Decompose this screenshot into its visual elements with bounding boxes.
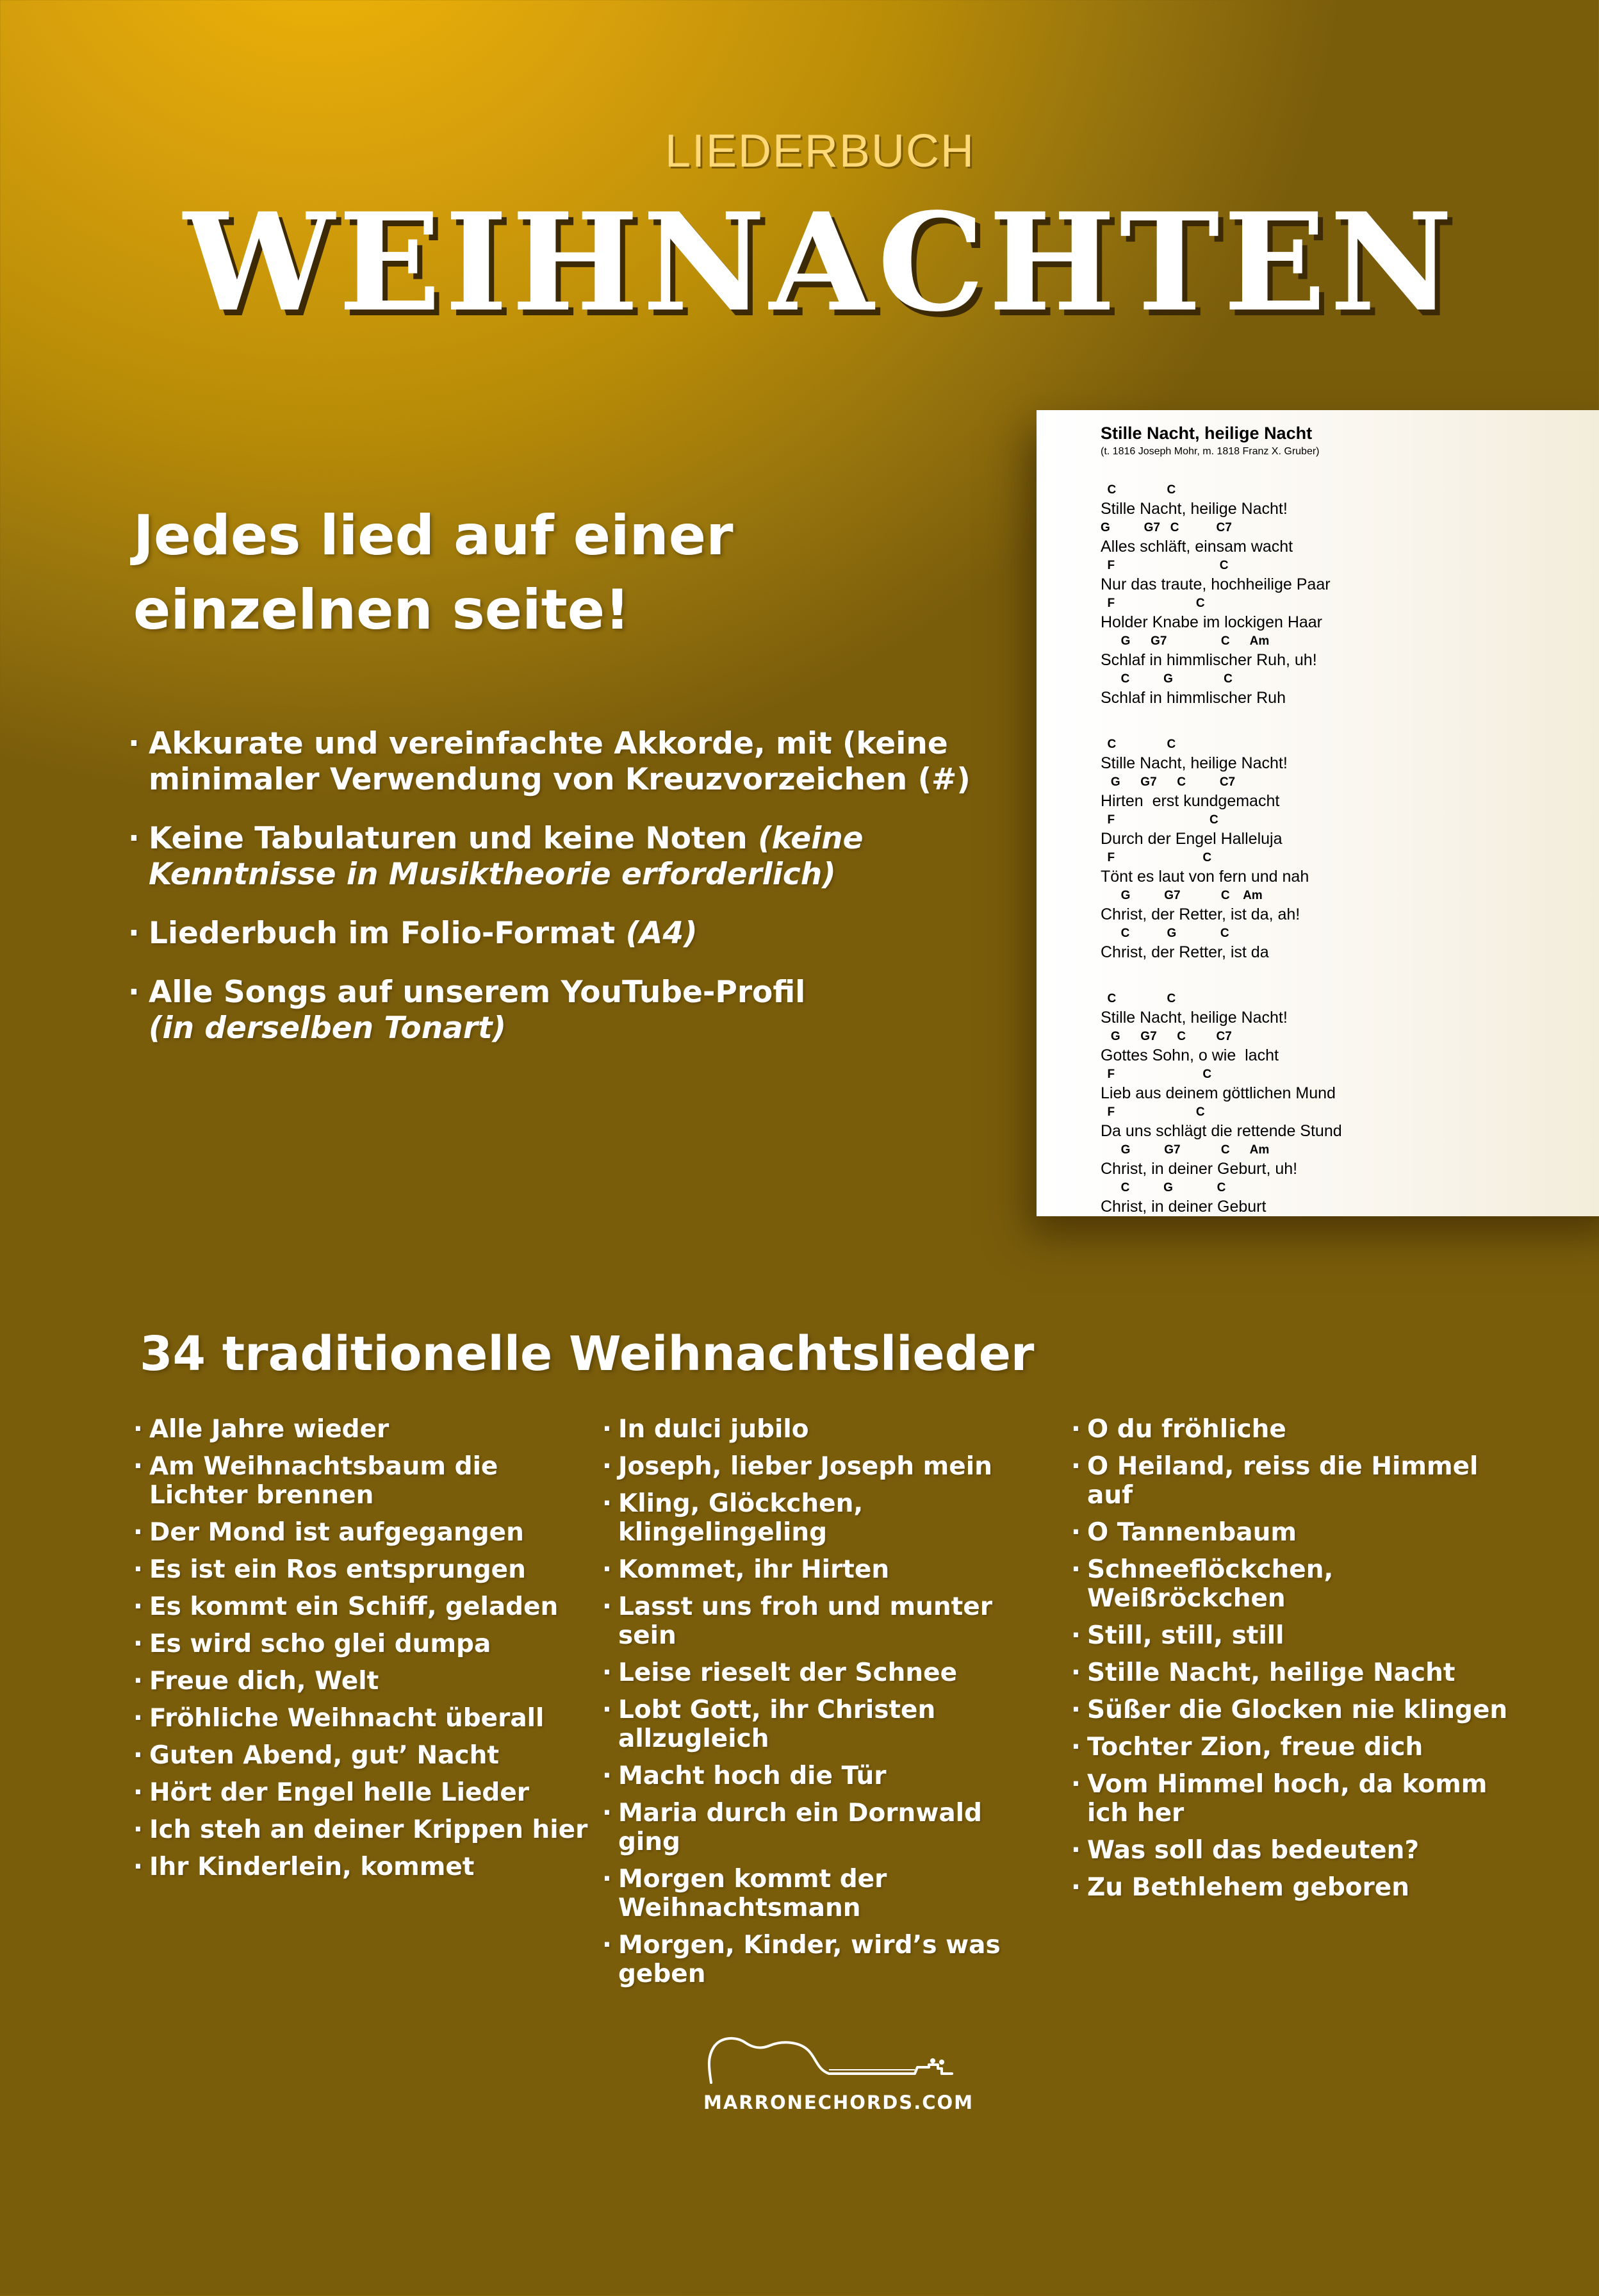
- lyric-line: Nur das traute, hochheilige Paar: [1101, 575, 1331, 593]
- chord-line: G G7 C C7: [1101, 1030, 1232, 1043]
- chord-line: C G C: [1101, 1181, 1226, 1194]
- chord-line: G G7 C Am: [1101, 1143, 1270, 1157]
- chord-line: C G C: [1101, 672, 1233, 686]
- song-list-item: · Joseph, lieber Joseph mein: [602, 1452, 1051, 1481]
- lyric-line: Tönt es laut von fern und nah: [1101, 868, 1309, 886]
- lyric-line: Christ, der Retter, ist da, ah!: [1101, 905, 1300, 923]
- headline: [133, 499, 998, 647]
- lyric-line: Christ, der Retter, ist da: [1101, 943, 1269, 961]
- feature-text: · Alle Songs auf unserem YouTube-Profil: [149, 975, 806, 1010]
- lyric-line: Da uns schlägt die rettende Stund: [1101, 1122, 1342, 1140]
- song-list-item: · Kling, Glöckchen, klingelingeling: [602, 1489, 1051, 1547]
- song-list-item: · Schneeflöckchen, Weißröckchen: [1071, 1555, 1532, 1613]
- sheet-song-credits: (t. 1816 Joseph Mohr, m. 1818 Franz X. Gruber): [1101, 446, 1320, 457]
- song-list-item: · Lobt Gott, ihr Christen allzugleich: [602, 1696, 1051, 1753]
- songs-heading: 34 traditionelle Weihnachtslieder: [140, 1326, 1035, 1382]
- lyric-line: Gottes Sohn, o wie lacht: [1101, 1046, 1279, 1064]
- guitar-outline-icon: [703, 2031, 955, 2090]
- lyric-line: Christ, in deiner Geburt, uh!: [1101, 1160, 1298, 1178]
- feature-item: [128, 916, 993, 952]
- lyric-line: Stille Nacht, heilige Nacht!: [1101, 500, 1288, 518]
- lyric-line: Holder Knabe im lockigen Haar: [1101, 613, 1323, 631]
- chord-line: C C: [1101, 738, 1176, 751]
- song-list-item: · Ich steh an deiner Krippen hier: [133, 1815, 594, 1844]
- sample-song-sheet: [1037, 410, 1599, 1216]
- lyric-line: Alles schläft, einsam wacht: [1101, 538, 1293, 556]
- headline-line-1: Jedes lied auf einer: [133, 504, 734, 568]
- song-list-column-1: [133, 1415, 594, 1890]
- chord-line: G G7 C C7: [1101, 775, 1236, 789]
- song-list-item: · Alle Jahre wieder: [133, 1415, 594, 1444]
- song-list-item: · Es wird scho glei dumpa: [133, 1630, 594, 1658]
- song-list-item: · Guten Abend, gut’ Nacht: [133, 1741, 594, 1770]
- song-list-item: · Fröhliche Weihnacht überall: [133, 1704, 594, 1733]
- feature-list: [128, 726, 993, 1070]
- lyric-line: Stille Nacht, heilige Nacht!: [1101, 754, 1288, 772]
- song-list-item: · Kommet, ihr Hirten: [602, 1555, 1051, 1584]
- chord-line: C C: [1101, 483, 1176, 497]
- song-list-item: · Macht hoch die Tür: [602, 1762, 1051, 1790]
- chord-line: F C: [1101, 559, 1229, 572]
- chord-line: G G7 C Am: [1101, 634, 1270, 648]
- song-list-item: · O Tannenbaum: [1071, 1518, 1532, 1547]
- headline-line-2: einzelnen seite!: [133, 578, 630, 642]
- song-list-item: · Hört der Engel helle Lieder: [133, 1778, 594, 1807]
- song-list-item: · Am Weihnachtsbaum die Lichter brennen: [133, 1452, 594, 1510]
- chord-line: F C: [1101, 597, 1205, 610]
- song-list-item: · Morgen, Kinder, wird’s was geben: [602, 1931, 1051, 1988]
- chord-line: F C: [1101, 1068, 1212, 1081]
- song-list-item: · O Heiland, reiss die Himmel auf: [1071, 1452, 1532, 1510]
- song-list-item: · Freue dich, Welt: [133, 1667, 594, 1696]
- song-list-item: · Still, still, still: [1071, 1621, 1532, 1650]
- song-list-column-2: [602, 1415, 1051, 1997]
- feature-text: minimaler Verwendung von Kreuzvorzeichen (#): [149, 762, 971, 797]
- song-list-item: · Süßer die Glocken nie klingen: [1071, 1696, 1532, 1724]
- feature-note: (A4): [625, 916, 698, 951]
- chord-line: F C: [1101, 1105, 1205, 1119]
- brand-name: MARRONECHORDS.COM: [703, 2092, 974, 2113]
- chord-line: C G C: [1101, 927, 1229, 940]
- feature-text: Liederbuch im Folio-Format: [149, 916, 616, 951]
- feature-text: · Keine Tabulaturen und keine Noten (keine: [149, 821, 864, 856]
- lyric-line: Christ, in deiner Geburt: [1101, 1198, 1267, 1216]
- feature-note: Kenntnisse in Musiktheorie erforderlich): [149, 857, 836, 892]
- verse-gap: [1101, 710, 1599, 738]
- lyric-line: Stille Nacht, heilige Nacht!: [1101, 1009, 1288, 1027]
- song-list-item: · Lasst uns froh und munter sein: [602, 1592, 1051, 1650]
- song-list-column-3: [1071, 1415, 1532, 1910]
- lyric-line: Schlaf in himmlischer Ruh, uh!: [1101, 651, 1317, 669]
- feature-note: (in derselben Tonart): [149, 1011, 507, 1046]
- song-list-item: · Tochter Zion, freue dich: [1071, 1733, 1532, 1762]
- verse-gap: [1101, 964, 1599, 992]
- song-list-item: · Was soll das bedeuten?: [1071, 1836, 1532, 1865]
- song-list-item: · Vom Himmel hoch, da komm ich her: [1071, 1770, 1532, 1828]
- feature-item: [128, 726, 993, 798]
- lyric-line: Hirten erst kundgemacht: [1101, 792, 1280, 810]
- feature-text: · Akkurate und vereinfachte Akkorde, mit (keine: [149, 726, 948, 761]
- song-list-item: · Zu Bethlehem geboren: [1071, 1873, 1532, 1902]
- lyric-line: Durch der Engel Halleluja: [1101, 830, 1283, 848]
- liederbuch-label: LIEDERBUCH: [664, 126, 976, 177]
- song-list-item: · Es kommt ein Schiff, geladen: [133, 1592, 594, 1621]
- song-list-item: · Maria durch ein Dornwald ging: [602, 1799, 1051, 1856]
- song-list-item: · Es ist ein Ros entsprungen: [133, 1555, 594, 1584]
- chord-line: G G7 C Am: [1101, 889, 1263, 902]
- chord-line: F C: [1101, 851, 1212, 864]
- brand-logo: [703, 2031, 974, 2121]
- chord-line: F C: [1101, 813, 1218, 827]
- sheet-song-title: Stille Nacht, heilige Nacht: [1101, 424, 1313, 443]
- song-list-item: · Ihr Kinderlein, kommet: [133, 1853, 594, 1881]
- feature-item: [128, 975, 993, 1046]
- chord-line: G G7 C C7: [1101, 521, 1232, 534]
- song-list-item: · Leise rieselt der Schnee: [602, 1658, 1051, 1687]
- feature-item: [128, 821, 993, 893]
- song-list-item: · O du fröhliche: [1071, 1415, 1532, 1444]
- song-list-item: · Der Mond ist aufgegangen: [133, 1518, 594, 1547]
- sheet-verses: [1101, 483, 1599, 1216]
- lyric-line: Schlaf in himmlischer Ruh: [1101, 689, 1286, 707]
- song-list-item: · Stille Nacht, heilige Nacht: [1071, 1658, 1532, 1687]
- lyric-line: Lieb aus deinem göttlichen Mund: [1101, 1084, 1336, 1102]
- book-title: WEIHNACHTEN: [183, 183, 1457, 342]
- chord-line: C C: [1101, 992, 1176, 1005]
- song-list-item: · In dulci jubilo: [602, 1415, 1051, 1444]
- song-list-item: · Morgen kommt der Weihnachtsmann: [602, 1865, 1051, 1922]
